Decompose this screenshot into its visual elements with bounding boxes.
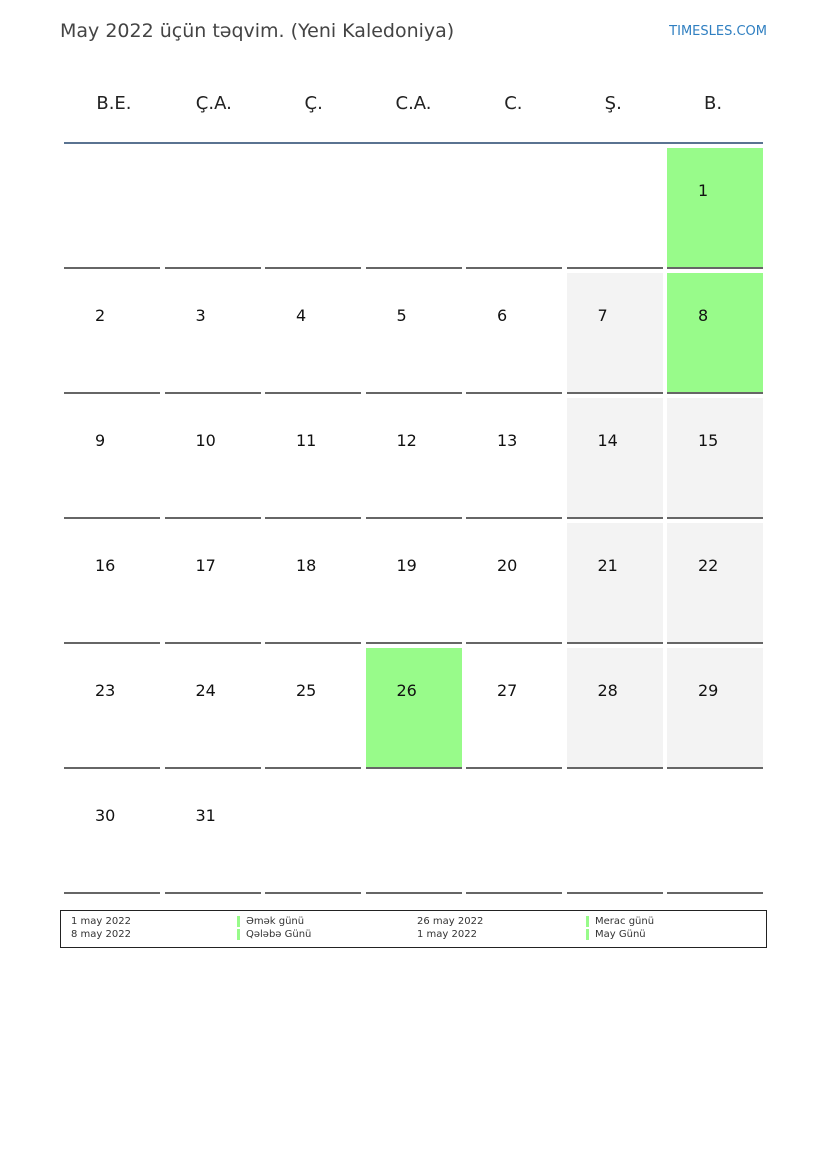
empty-day-cell — [265, 773, 361, 894]
day-number: 30 — [95, 806, 116, 825]
weekday-label: Ç.A. — [195, 93, 232, 114]
day-cell — [265, 648, 361, 769]
calendar — [64, 80, 763, 898]
day-cell — [64, 773, 160, 894]
day-number: 4 — [296, 306, 307, 325]
weekday-label: Ç. — [304, 93, 323, 114]
day-cell — [667, 523, 763, 644]
day-cell — [466, 648, 562, 769]
day-number: 2 — [95, 306, 106, 325]
day-cell — [466, 398, 562, 519]
weekday-label: Ş. — [604, 93, 622, 114]
brand-link[interactable]: TIMESLES.COM — [669, 24, 767, 39]
legend-date: 26 may 2022 — [417, 916, 484, 927]
empty-day-cell — [165, 148, 261, 269]
day-number: 22 — [698, 556, 719, 575]
legend-row — [61, 929, 766, 942]
day-number: 1 — [698, 181, 709, 200]
legend-holiday-name: May Günü — [586, 929, 646, 940]
legend-holiday-name: Əmək günü — [237, 916, 304, 927]
legend-date: 1 may 2022 — [71, 916, 131, 927]
day-cell — [366, 648, 462, 769]
day-number: 12 — [396, 431, 417, 450]
empty-day-cell — [64, 148, 160, 269]
day-number: 14 — [597, 431, 618, 450]
day-number: 21 — [597, 556, 618, 575]
weekday-label: C. — [504, 93, 523, 114]
day-cell — [667, 648, 763, 769]
day-cell — [165, 398, 261, 519]
day-cell — [366, 273, 462, 394]
day-number: 29 — [698, 681, 719, 700]
day-cell — [567, 398, 663, 519]
empty-day-cell — [466, 773, 562, 894]
empty-day-cell — [567, 773, 663, 894]
holiday-legend — [60, 910, 767, 948]
day-cell — [64, 398, 160, 519]
legend-date: 1 may 2022 — [417, 929, 477, 940]
empty-day-cell — [265, 148, 361, 269]
day-cell — [265, 273, 361, 394]
empty-day-cell — [366, 148, 462, 269]
day-cell — [64, 523, 160, 644]
day-cell — [165, 648, 261, 769]
legend-holiday-name: Qələbə Günü — [237, 929, 311, 940]
day-cell — [667, 398, 763, 519]
empty-day-cell — [466, 148, 562, 269]
day-number: 5 — [396, 306, 407, 325]
day-number: 15 — [698, 431, 719, 450]
legend-row — [61, 916, 766, 929]
weekday-header — [64, 80, 763, 144]
day-cell — [64, 648, 160, 769]
day-number: 31 — [195, 806, 216, 825]
day-number: 27 — [497, 681, 518, 700]
day-cell — [165, 523, 261, 644]
day-number: 6 — [497, 306, 508, 325]
day-number: 24 — [195, 681, 216, 700]
day-number: 20 — [497, 556, 518, 575]
day-number: 19 — [396, 556, 417, 575]
weekday-label: C.A. — [395, 93, 432, 114]
day-number: 9 — [95, 431, 106, 450]
weekday-label: B.E. — [96, 93, 132, 114]
day-number: 16 — [95, 556, 116, 575]
day-number: 11 — [296, 431, 317, 450]
day-cell — [567, 648, 663, 769]
day-number: 25 — [296, 681, 317, 700]
day-number: 8 — [698, 306, 709, 325]
day-number: 23 — [95, 681, 116, 700]
day-cell — [366, 523, 462, 644]
page-title: May 2022 üçün təqvim. (Yeni Kaledoniya) — [60, 20, 455, 42]
day-number: 28 — [597, 681, 618, 700]
legend-date: 8 may 2022 — [71, 929, 131, 940]
empty-day-cell — [366, 773, 462, 894]
day-number: 13 — [497, 431, 518, 450]
weekday-label: B. — [704, 93, 723, 114]
day-cell — [265, 523, 361, 644]
day-cell — [466, 523, 562, 644]
day-cell — [567, 273, 663, 394]
day-number: 7 — [597, 306, 608, 325]
day-cell — [466, 273, 562, 394]
day-grid — [64, 148, 763, 898]
day-cell — [64, 273, 160, 394]
day-number: 10 — [195, 431, 216, 450]
day-number: 18 — [296, 556, 317, 575]
day-number: 3 — [195, 306, 206, 325]
legend-holiday-name: Merac günü — [586, 916, 654, 927]
day-cell — [567, 523, 663, 644]
empty-day-cell — [567, 148, 663, 269]
day-number: 17 — [195, 556, 216, 575]
day-cell — [366, 398, 462, 519]
day-cell — [165, 773, 261, 894]
day-cell — [265, 398, 361, 519]
day-cell — [667, 273, 763, 394]
day-cell — [165, 273, 261, 394]
empty-day-cell — [667, 773, 763, 894]
day-cell — [667, 148, 763, 269]
day-number: 26 — [396, 681, 417, 700]
